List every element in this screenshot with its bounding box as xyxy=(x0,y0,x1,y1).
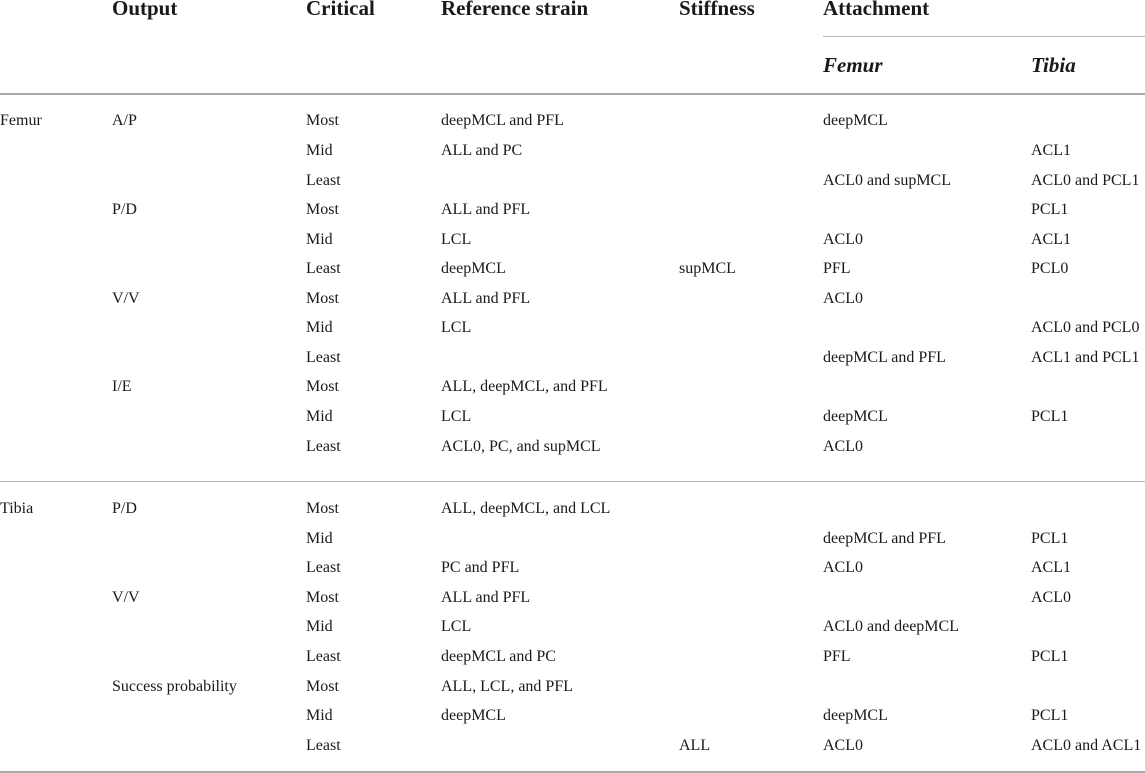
cell-femur: ACL0 xyxy=(823,559,863,576)
cell-critical: Least xyxy=(306,737,341,754)
cell-reference-strain: ALL, deepMCL, and PFL xyxy=(441,378,608,395)
cell-femur: ACL0 xyxy=(823,737,863,754)
cell-tibia: ACL1 xyxy=(1031,559,1071,576)
table-row xyxy=(0,645,1145,669)
cell-critical: Least xyxy=(306,260,341,277)
cell-bone: Tibia xyxy=(0,500,34,517)
cell-tibia: ACL0 xyxy=(1031,589,1071,606)
header-stiffness: Stiffness xyxy=(679,0,755,20)
cell-tibia: PCL1 xyxy=(1031,201,1069,218)
table-row xyxy=(0,556,1145,580)
table-row xyxy=(0,405,1145,429)
cell-femur: deepMCL and PFL xyxy=(823,349,946,366)
cell-femur: ACL0 and supMCL xyxy=(823,172,951,189)
cell-critical: Least xyxy=(306,559,341,576)
cell-reference-strain: ALL, deepMCL, and LCL xyxy=(441,500,611,517)
cell-output: A/P xyxy=(112,112,137,129)
cell-femur: PFL xyxy=(823,260,851,277)
cell-tibia: PCL1 xyxy=(1031,408,1069,425)
cell-reference-strain: ACL0, PC, and supMCL xyxy=(441,438,601,455)
header-output: Output xyxy=(112,0,178,20)
table-row xyxy=(0,586,1145,610)
cell-tibia: PCL1 xyxy=(1031,648,1069,665)
cell-critical: Mid xyxy=(306,142,333,159)
cell-tibia: PCL1 xyxy=(1031,707,1069,724)
table-row xyxy=(0,257,1145,281)
cell-critical: Mid xyxy=(306,618,333,635)
cell-output: P/D xyxy=(112,500,137,517)
cell-stiffness: supMCL xyxy=(679,260,736,277)
cell-bone: Femur xyxy=(0,112,42,129)
cell-reference-strain: deepMCL and PFL xyxy=(441,112,564,129)
header-tibia: Tibia xyxy=(1031,53,1076,77)
cell-femur: ACL0 xyxy=(823,231,863,248)
cell-tibia: ACL0 and ACL1 xyxy=(1031,737,1142,754)
table-row xyxy=(0,375,1145,399)
cell-reference-strain: deepMCL xyxy=(441,707,506,724)
cell-reference-strain: LCL xyxy=(441,618,472,635)
table-row xyxy=(0,734,1145,758)
cell-femur: ACL0 xyxy=(823,438,863,455)
cell-critical: Mid xyxy=(306,408,333,425)
cell-reference-strain: ALL and PFL xyxy=(441,201,531,218)
cell-output: P/D xyxy=(112,201,137,218)
cell-reference-strain: LCL xyxy=(441,231,472,248)
table-row xyxy=(0,704,1145,728)
cell-critical: Most xyxy=(306,290,339,307)
cell-tibia: PCL1 xyxy=(1031,530,1069,547)
table-row xyxy=(0,198,1145,222)
table-row xyxy=(0,169,1145,193)
header-reference-strain: Reference strain xyxy=(441,0,589,20)
table-row xyxy=(0,139,1145,163)
cell-output: V/V xyxy=(112,290,140,307)
header-attachment: Attachment xyxy=(823,0,930,20)
cell-tibia: ACL1 xyxy=(1031,231,1071,248)
table-row xyxy=(0,527,1145,551)
cell-critical: Most xyxy=(306,112,339,129)
cell-femur: deepMCL xyxy=(823,112,888,129)
cell-stiffness: ALL xyxy=(679,737,711,754)
cell-reference-strain: LCL xyxy=(441,408,472,425)
cell-critical: Most xyxy=(306,589,339,606)
table-row xyxy=(0,615,1145,639)
cell-critical: Mid xyxy=(306,707,333,724)
cell-critical: Most xyxy=(306,678,339,695)
cell-femur: deepMCL xyxy=(823,707,888,724)
table-row xyxy=(0,287,1145,311)
table-row xyxy=(0,228,1145,252)
cell-reference-strain: ALL, LCL, and PFL xyxy=(441,678,573,695)
table-row xyxy=(0,497,1145,521)
cell-reference-strain: deepMCL and PC xyxy=(441,648,556,665)
cell-critical: Mid xyxy=(306,319,333,336)
table-row xyxy=(0,675,1145,699)
cell-tibia: PCL0 xyxy=(1031,260,1069,277)
cell-critical: Least xyxy=(306,648,341,665)
table-row xyxy=(0,346,1145,370)
cell-critical: Most xyxy=(306,201,339,218)
cell-tibia: ACL1 and PCL1 xyxy=(1031,349,1140,366)
cell-critical: Mid xyxy=(306,530,333,547)
cell-output: Success probability xyxy=(112,678,237,695)
cell-reference-strain: PC and PFL xyxy=(441,559,520,576)
cell-tibia: ACL0 and PCL1 xyxy=(1031,172,1140,189)
table-row xyxy=(0,109,1145,133)
cell-output: I/E xyxy=(112,378,132,395)
header-critical: Critical xyxy=(306,0,375,20)
cell-reference-strain: ALL and PFL xyxy=(441,290,531,307)
cell-critical: Least xyxy=(306,172,341,189)
cell-femur: PFL xyxy=(823,648,851,665)
cell-critical: Least xyxy=(306,438,341,455)
cell-femur: ACL0 xyxy=(823,290,863,307)
cell-critical: Most xyxy=(306,500,339,517)
cell-critical: Most xyxy=(306,378,339,395)
cell-reference-strain: ALL and PC xyxy=(441,142,523,159)
cell-femur: deepMCL and PFL xyxy=(823,530,946,547)
cell-tibia: ACL0 and PCL0 xyxy=(1031,319,1140,336)
cell-critical: Least xyxy=(306,349,341,366)
cell-femur: deepMCL xyxy=(823,408,888,425)
cell-output: V/V xyxy=(112,589,140,606)
cell-tibia: ACL1 xyxy=(1031,142,1071,159)
cell-reference-strain: LCL xyxy=(441,319,472,336)
cell-femur: ACL0 and deepMCL xyxy=(823,618,959,635)
cell-reference-strain: deepMCL xyxy=(441,260,506,277)
cell-reference-strain: ALL and PFL xyxy=(441,589,531,606)
table-row xyxy=(0,435,1145,459)
cell-critical: Mid xyxy=(306,231,333,248)
header-femur: Femur xyxy=(823,53,883,77)
table-row xyxy=(0,316,1145,340)
